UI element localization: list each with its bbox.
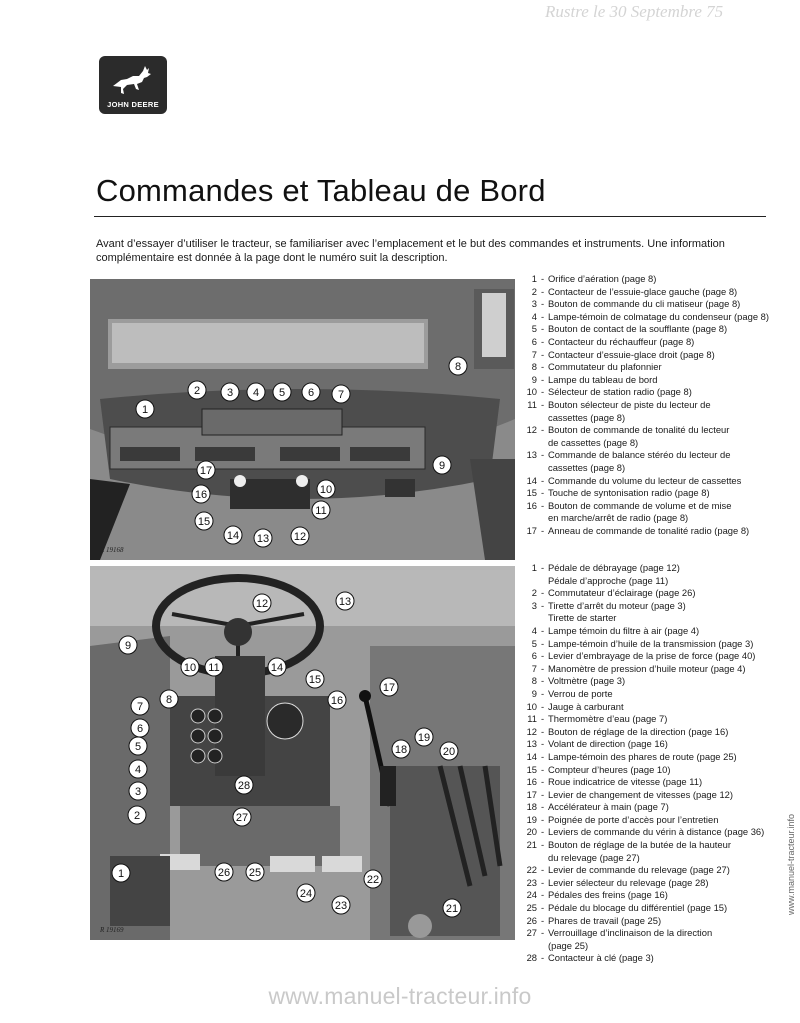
legend-dash: -	[540, 713, 545, 725]
legend-text: Lampe témoin du filtre à air (page 4)	[548, 624, 700, 636]
legend-item	[517, 688, 764, 701]
legend-number: 7	[531, 348, 537, 360]
legend-dash: -	[540, 876, 545, 888]
legend-number: 24	[526, 889, 537, 901]
callout-11: 11	[208, 662, 220, 674]
handwritten-note: Rustre le 30 Septembre 75	[545, 2, 724, 21]
callout-17: 17	[382, 682, 396, 694]
legend-continuation: de cassettes (page 8)	[548, 436, 639, 448]
figure2-legend	[517, 562, 764, 965]
legend-number: 19	[526, 813, 537, 825]
legend-number: 2	[531, 285, 537, 297]
deer-icon	[109, 62, 157, 98]
legend-number: 15	[526, 763, 537, 775]
legend-item	[517, 298, 769, 311]
callout-4: 4	[252, 387, 260, 399]
legend-item	[517, 273, 769, 286]
legend-number: 13	[526, 738, 537, 750]
legend-dash: -	[540, 599, 545, 611]
callout-9: 9	[438, 460, 446, 472]
callout-15: 15	[197, 516, 211, 528]
legend-item	[517, 738, 764, 751]
legend-text: Lampe du tableau de bord	[548, 373, 658, 385]
legend-text: Verrou de porte	[548, 687, 613, 699]
legend-number: 21	[526, 839, 537, 851]
legend-number: 17	[526, 524, 537, 536]
legend-item	[517, 487, 769, 500]
legend-number: 16	[526, 499, 537, 511]
legend-text: Contacteur du réchauffeur (page 8)	[548, 335, 695, 347]
dashboard-photo	[90, 279, 515, 560]
legend-number: 12	[526, 424, 537, 436]
legend-number: 7	[531, 662, 537, 674]
legend-dash: -	[540, 487, 545, 499]
legend-dash: -	[540, 373, 545, 385]
legend-item	[517, 525, 769, 538]
legend-dash: -	[540, 562, 545, 573]
legend-item	[517, 889, 764, 902]
legend-number: 3	[531, 599, 537, 611]
legend-number: 4	[531, 310, 537, 322]
callout-7: 7	[337, 389, 345, 401]
legend-item	[517, 475, 769, 488]
legend-dash: -	[540, 738, 545, 750]
legend-number: 20	[526, 826, 537, 838]
legend-dash: -	[540, 687, 545, 699]
legend-number: 27	[526, 927, 537, 939]
legend-item	[517, 952, 764, 965]
callout-3: 3	[226, 387, 234, 399]
callout-8: 8	[454, 361, 462, 373]
legend-item	[517, 562, 764, 575]
legend-dash: -	[540, 285, 545, 297]
legend-text: Bouton de réglage de la butée de la hauteur	[548, 839, 731, 851]
legend-dash: -	[540, 927, 545, 939]
intro-paragraph: Avant d’essayer d’utiliser le tracteur, se familiariser avec l’emplacement et le but des commandes et instruments. Une information complémentaire est donnée à la page dont le numéro suit la description.	[96, 238, 725, 264]
figure1-legend	[517, 273, 769, 537]
legend-dash: -	[540, 323, 545, 335]
legend-item	[517, 500, 769, 513]
legend-dash: -	[540, 386, 545, 398]
legend-item	[517, 776, 764, 789]
legend-number: 5	[531, 637, 537, 649]
legend-number: 17	[526, 788, 537, 800]
legend-item	[517, 839, 764, 852]
legend-text: Bouton sélecteur de piste du lecteur de	[548, 398, 711, 410]
legend-item	[517, 663, 764, 676]
legend-dash: -	[540, 864, 545, 876]
legend-number: 1	[531, 273, 537, 284]
callout-13: 13	[338, 596, 352, 608]
site-watermark: www.manuel-tracteur.info	[268, 983, 532, 1009]
legend-item	[517, 424, 769, 437]
legend-dash: -	[540, 398, 545, 410]
legend-item	[517, 675, 764, 688]
legend-dash: -	[540, 788, 545, 800]
callout-22: 22	[366, 874, 380, 886]
legend-number: 25	[526, 902, 537, 914]
legend-number: 2	[531, 587, 537, 599]
legend-dash: -	[540, 361, 545, 373]
callout-9: 9	[124, 640, 132, 652]
legend-text: Contacteur d’essuie-glace droit (page 8)	[548, 348, 715, 360]
legend-item	[517, 600, 764, 613]
legend-number: 13	[526, 449, 537, 461]
legend-number: 18	[526, 801, 537, 813]
legend-number: 10	[526, 386, 537, 398]
callout-25: 25	[248, 867, 262, 879]
legend-text: Bouton de commande du cli matiseur (page 8)	[548, 298, 741, 310]
callout-27: 27	[235, 812, 249, 824]
legend-number: 28	[526, 952, 537, 964]
dashboard-illustration	[90, 279, 515, 560]
legend-item	[517, 587, 764, 600]
callout-6: 6	[136, 723, 144, 735]
legend-item	[517, 349, 769, 362]
legend-number: 1	[531, 562, 537, 573]
legend-item	[517, 286, 769, 299]
legend-dash: -	[540, 298, 545, 310]
figure1-caption: R 19168	[100, 546, 124, 554]
legend-continuation: du relevage (page 27)	[548, 851, 640, 863]
title-rule	[94, 216, 766, 217]
legend-text: Bouton de contact de la soufflante (page 8)	[548, 323, 728, 335]
legend-text: Phares de travail (page 25)	[548, 914, 662, 926]
legend-text: Levier de changement de vitesses (page 12)	[548, 788, 734, 800]
legend-continuation: cassettes (page 8)	[548, 461, 626, 473]
figure2-caption: R 19169	[100, 926, 124, 934]
cab-controls-photo	[90, 566, 515, 940]
legend-dash: -	[540, 424, 545, 436]
legend-dash: -	[540, 650, 545, 662]
legend-number: 11	[527, 398, 537, 410]
legend-item	[517, 399, 769, 412]
cab-illustration	[90, 566, 515, 940]
legend-item	[517, 801, 764, 814]
legend-dash: -	[540, 587, 545, 599]
legend-dash: -	[540, 826, 545, 838]
legend-dash: -	[540, 700, 545, 712]
legend-dash: -	[540, 474, 545, 486]
legend-number: 15	[526, 487, 537, 499]
legend-item	[517, 311, 769, 324]
legend-dash: -	[540, 273, 545, 284]
legend-number: 8	[531, 361, 537, 373]
legend-dash: -	[540, 813, 545, 825]
legend-text: Pédales des freins (page 16)	[548, 889, 668, 901]
side-watermark: www.manuel-tracteur.info	[786, 813, 796, 915]
legend-dash: -	[540, 750, 545, 762]
legend-item	[517, 336, 769, 349]
callout-10: 10	[183, 662, 197, 674]
legend-text: Accélérateur à main (page 7)	[548, 801, 669, 813]
legend-number: 9	[531, 687, 537, 699]
legend-dash: -	[540, 725, 545, 737]
legend-dash: -	[540, 952, 545, 964]
legend-text: Commutateur du plafonnier	[548, 361, 662, 373]
callout-8: 8	[165, 694, 173, 706]
legend-number: 14	[526, 750, 537, 762]
callout-12: 12	[255, 598, 269, 610]
callout-16: 16	[194, 489, 208, 501]
callout-1: 1	[141, 404, 149, 416]
legend-number: 22	[526, 864, 537, 876]
legend-text: Sélecteur de station radio (page 8)	[548, 386, 692, 398]
callout-21: 21	[445, 903, 459, 915]
legend-text: Levier de commande du relevage (page 27)	[548, 864, 730, 876]
legend-dash: -	[540, 310, 545, 322]
legend-text: Poignée de porte d’accès pour l’entretien	[548, 813, 719, 825]
legend-dash: -	[540, 839, 545, 851]
legend-item	[517, 625, 764, 638]
callout-4: 4	[134, 764, 142, 776]
legend-continuation: Pédale d’approche (page 11)	[548, 574, 669, 586]
legend-item	[517, 826, 764, 839]
callout-3: 3	[134, 786, 142, 798]
legend-text: Contacteur de l’essuie-glace gauche (page 8)	[548, 285, 738, 297]
callout-16: 16	[330, 695, 344, 707]
legend-continuation: cassettes (page 8)	[548, 411, 626, 423]
legend-number: 6	[531, 650, 537, 662]
legend-text: Lampe-témoin de colmatage du condenseur (page 8)	[548, 310, 769, 322]
legend-text: Leviers de commande du vérin à distance (page 36)	[548, 826, 765, 838]
legend-dash: -	[540, 348, 545, 360]
callout-14: 14	[270, 662, 284, 674]
legend-dash: -	[540, 801, 545, 813]
legend-item	[517, 374, 769, 387]
legend-text: Contacteur à clé (page 3)	[548, 952, 654, 964]
legend-text: Verrouillage d’inclinaison de la direction	[548, 927, 713, 939]
legend-item	[517, 386, 769, 399]
callout-18: 18	[394, 744, 408, 756]
legend-number: 5	[531, 323, 537, 335]
legend-item	[517, 323, 769, 336]
callout-12: 12	[293, 531, 307, 543]
legend-text: Thermomètre d’eau (page 7)	[548, 713, 668, 725]
callout-13: 13	[256, 533, 270, 545]
legend-text: Levier d’embrayage de la prise de force (page 40)	[548, 650, 756, 662]
legend-text: Levier sélecteur du relevage (page 28)	[548, 876, 709, 888]
legend-continuation: (page 25)	[548, 939, 589, 951]
callout-10: 10	[319, 484, 333, 496]
legend-text: Manomètre de pression d’huile moteur (page 4)	[548, 662, 746, 674]
callout-17: 17	[199, 465, 213, 477]
legend-continuation: Tirette de starter	[548, 612, 617, 624]
callout-1: 1	[117, 868, 125, 880]
legend-number: 26	[526, 914, 537, 926]
callout-5: 5	[278, 387, 286, 399]
legend-item	[517, 361, 769, 374]
callout-2: 2	[133, 810, 141, 822]
legend-number: 12	[526, 725, 537, 737]
page-title: Commandes et Tableau de Bord	[96, 173, 546, 208]
legend-number: 9	[531, 373, 537, 385]
legend-text: Anneau de commande de tonalité radio (page 8)	[548, 524, 750, 536]
legend-item	[517, 650, 764, 663]
legend-item	[517, 789, 764, 802]
legend-item	[517, 638, 764, 651]
legend-continuation: en marche/arrêt de radio (page 8)	[548, 512, 689, 524]
legend-number: 4	[531, 624, 537, 636]
legend-dash: -	[540, 449, 545, 461]
legend-text: Roue indicatrice de vitesse (page 11)	[548, 776, 703, 788]
callout-20: 20	[442, 746, 456, 758]
legend-dash: -	[540, 889, 545, 901]
legend-text: Commande du volume du lecteur de cassettes	[548, 474, 742, 486]
legend-item	[517, 751, 764, 764]
legend-dash: -	[540, 675, 545, 687]
callout-7: 7	[136, 701, 144, 713]
legend-number: 11	[527, 713, 537, 725]
legend-text: Commande de balance stéréo du lecteur de	[548, 449, 731, 461]
legend-text: Bouton de réglage de la direction (page 16)	[548, 725, 729, 737]
legend-number: 3	[531, 298, 537, 310]
legend-text: Bouton de commande de tonalité du lecteur	[548, 424, 730, 436]
callout-23: 23	[334, 900, 348, 912]
legend-text: Touche de syntonisation radio (page 8)	[548, 487, 710, 499]
legend-item	[517, 814, 764, 827]
legend-number: 23	[526, 876, 537, 888]
legend-dash: -	[540, 763, 545, 775]
legend-item	[517, 915, 764, 928]
legend-item	[517, 764, 764, 777]
legend-dash: -	[540, 524, 545, 536]
legend-text: Tirette d’arrêt du moteur (page 3)	[548, 599, 686, 611]
legend-item	[517, 902, 764, 915]
callout-5: 5	[134, 741, 142, 753]
legend-dash: -	[540, 914, 545, 926]
legend-number: 16	[526, 776, 537, 788]
legend-number: 8	[531, 675, 537, 687]
legend-text: Orifice d’aération (page 8)	[548, 273, 657, 284]
legend-item	[517, 713, 764, 726]
legend-item	[517, 877, 764, 890]
logo-brand: JOHN DEERE	[107, 100, 159, 109]
callout-26: 26	[217, 867, 231, 879]
legend-item	[517, 927, 764, 940]
legend-text: Pédale du blocage du différentiel (page 15)	[548, 902, 728, 914]
legend-text: Voltmètre (page 3)	[548, 675, 626, 687]
legend-dash: -	[540, 902, 545, 914]
legend-dash: -	[540, 624, 545, 636]
legend-dash: -	[540, 776, 545, 788]
legend-text: Lampe-témoin des phares de route (page 25)	[548, 750, 737, 762]
john-deere-logo	[99, 56, 167, 114]
legend-text: Jauge à carburant	[548, 700, 624, 712]
callout-2: 2	[193, 385, 201, 397]
legend-dash: -	[540, 637, 545, 649]
legend-item	[517, 864, 764, 877]
legend-text: Pédale de débrayage (page 12)	[548, 562, 680, 573]
legend-text: Volant de direction (page 16)	[548, 738, 668, 750]
legend-dash: -	[540, 662, 545, 674]
callout-28: 28	[237, 780, 251, 792]
legend-number: 6	[531, 335, 537, 347]
callout-15: 15	[308, 674, 322, 686]
callout-19: 19	[417, 732, 431, 744]
legend-dash: -	[540, 499, 545, 511]
legend-item	[517, 701, 764, 714]
legend-number: 14	[526, 474, 537, 486]
callout-6: 6	[307, 387, 315, 399]
legend-number: 10	[526, 700, 537, 712]
callout-24: 24	[299, 888, 313, 900]
legend-text: Bouton de commande de volume et de mise	[548, 499, 732, 511]
callout-11: 11	[315, 505, 327, 517]
legend-item	[517, 449, 769, 462]
legend-text: Commutateur d’éclairage (page 26)	[548, 587, 696, 599]
legend-text: Lampe-témoin d’huile de la transmission (page 3)	[548, 637, 754, 649]
legend-text: Compteur d’heures (page 10)	[548, 763, 671, 775]
legend-dash: -	[540, 335, 545, 347]
callout-14: 14	[226, 530, 240, 542]
legend-item	[517, 726, 764, 739]
